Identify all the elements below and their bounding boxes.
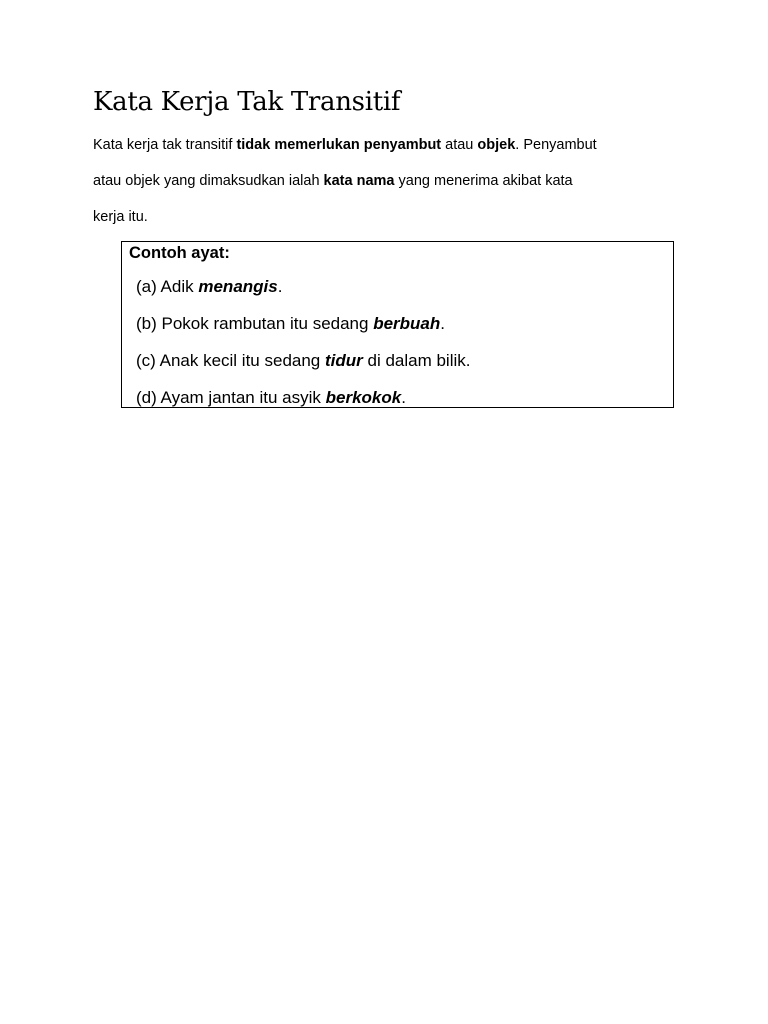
- example-item-c: [136, 350, 470, 387]
- example-verb: berbuah: [373, 314, 441, 333]
- intro-emphasis: kata nama: [323, 173, 395, 189]
- example-box: [121, 241, 674, 408]
- intro-line-2: [93, 163, 693, 199]
- intro-text: . Penyambut: [515, 137, 597, 153]
- example-item-a: [136, 276, 470, 313]
- example-item-d: [136, 387, 470, 424]
- example-text: .: [277, 277, 283, 296]
- intro-emphasis: tidak memerlukan penyambut: [236, 137, 442, 153]
- example-text: (b) Pokok rambutan itu sedang: [136, 314, 374, 333]
- example-verb: tidur: [324, 351, 363, 370]
- page-title: Kata Kerja Tak Transitif: [93, 87, 401, 117]
- example-text: (a) Adik: [136, 277, 199, 296]
- example-text: di dalam bilik.: [362, 351, 471, 370]
- intro-paragraph: [93, 127, 693, 235]
- example-text: .: [401, 388, 406, 407]
- example-text: .: [440, 314, 445, 333]
- example-item-b: [136, 313, 470, 350]
- example-verb: berkokok: [325, 388, 402, 407]
- intro-line-3: [93, 199, 693, 235]
- example-text: (c) Anak kecil itu sedang: [136, 351, 325, 370]
- intro-text: Kata kerja tak transitif: [93, 137, 237, 153]
- intro-text: kerja itu.: [93, 209, 148, 225]
- example-list: [136, 276, 470, 424]
- example-verb: menangis: [198, 277, 278, 296]
- example-heading: Contoh ayat:: [129, 244, 230, 262]
- intro-emphasis: objek: [477, 137, 516, 153]
- intro-line-1: [93, 127, 693, 163]
- intro-text: atau: [441, 137, 478, 153]
- example-text: (d) Ayam jantan itu asyik: [136, 388, 326, 407]
- intro-text: yang menerima akibat kata: [394, 173, 573, 189]
- intro-text: atau objek yang dimaksudkan ialah: [93, 173, 324, 189]
